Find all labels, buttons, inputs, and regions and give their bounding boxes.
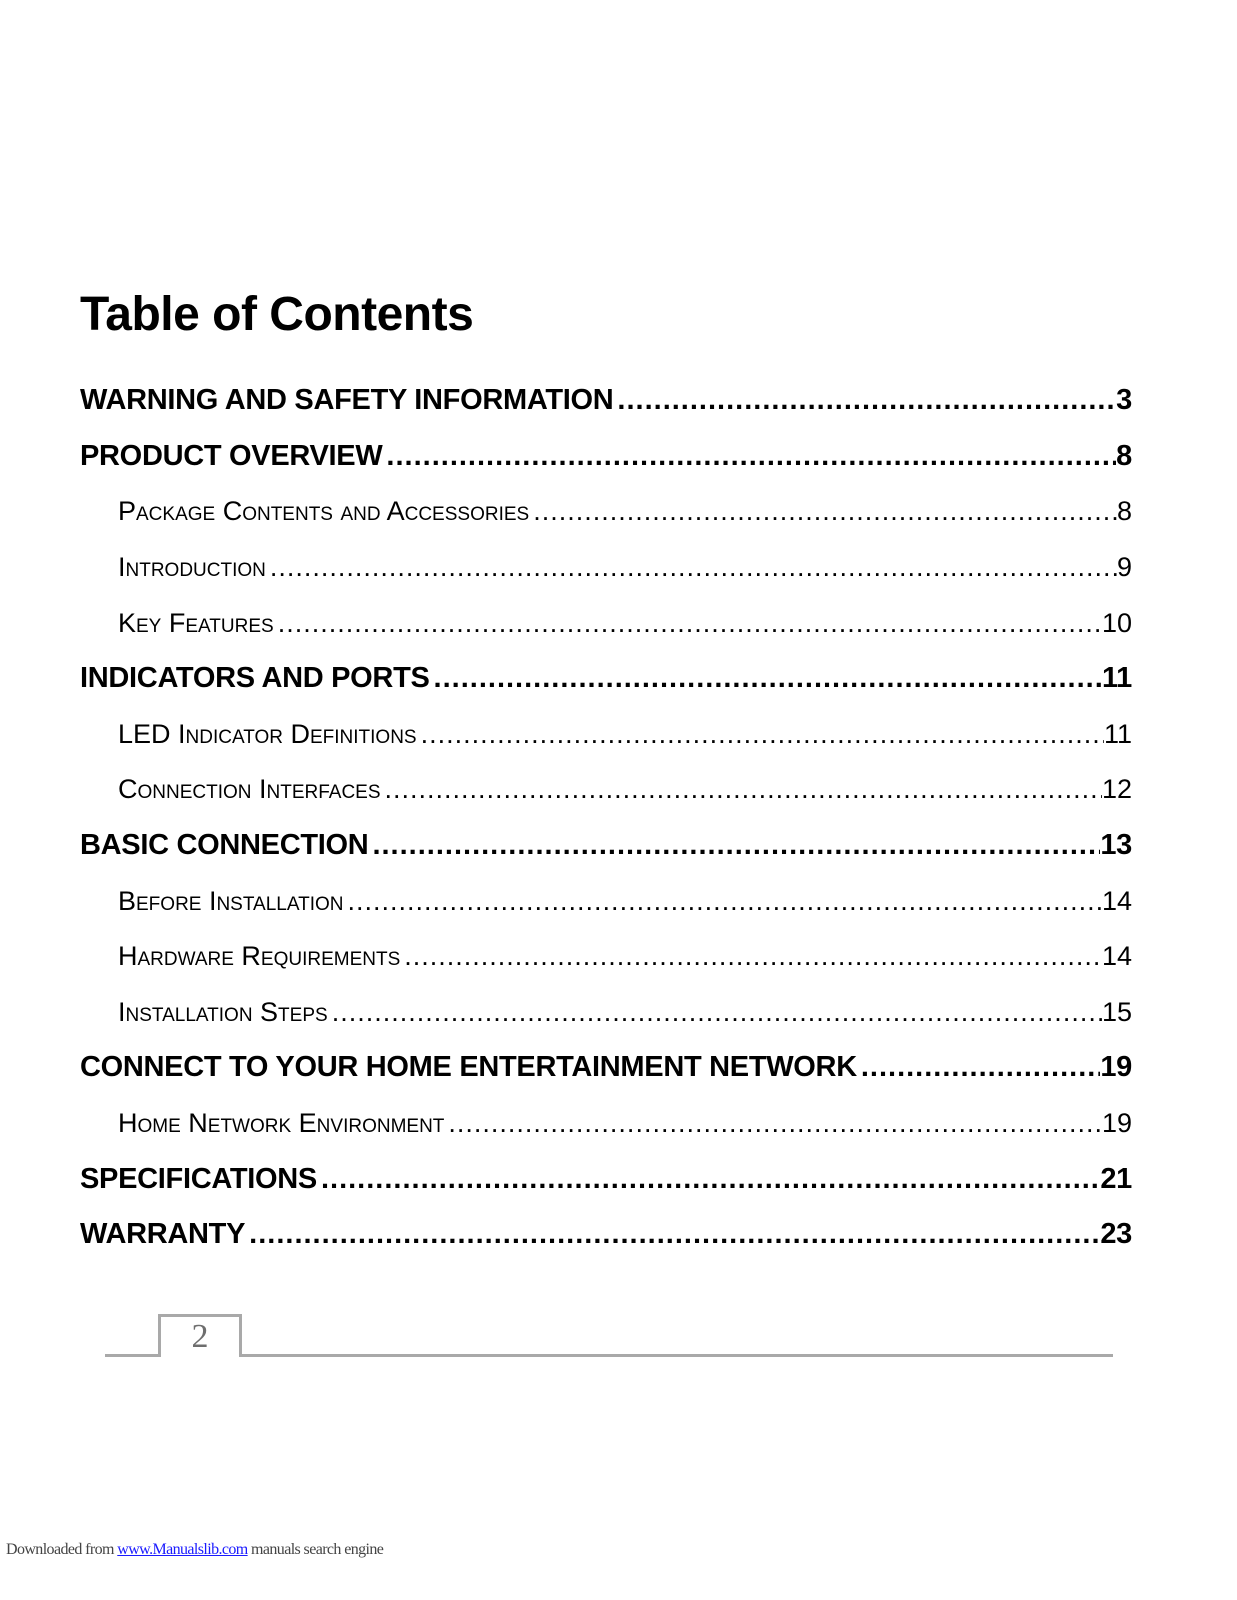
dot-leader	[317, 1163, 1100, 1196]
dot-leader	[400, 941, 1102, 972]
toc-entry-page: 19	[1100, 1051, 1132, 1084]
toc-entry-package-contents[interactable]	[80, 484, 1132, 540]
toc-entry-label: PRODUCT OVERVIEW	[80, 439, 383, 472]
toc-entry-page: 15	[1101, 996, 1132, 1027]
toc-entry-installation-steps[interactable]	[80, 985, 1132, 1041]
toc-entry-page: 13	[1100, 829, 1132, 862]
toc-entry-page: 21	[1100, 1162, 1132, 1195]
table-of-contents	[80, 373, 1132, 1263]
toc-entry-label: Hardware Requirements	[118, 941, 401, 972]
dot-leader	[274, 608, 1102, 639]
toc-entry-label: Installation Steps	[118, 996, 328, 1027]
dot-leader	[344, 886, 1102, 917]
toc-entry-before-installation[interactable]	[80, 873, 1132, 929]
toc-entry-page: 19	[1101, 1108, 1132, 1139]
toc-entry-page: 11	[1101, 662, 1132, 695]
toc-entry-led-indicator-definitions[interactable]	[80, 707, 1132, 763]
toc-entry-label: INDICATORS AND PORTS	[80, 662, 430, 695]
toc-entry-key-features[interactable]	[80, 595, 1132, 651]
manualslib-link[interactable]: www.Manualslib.com	[117, 1541, 248, 1558]
toc-entry-home-entertainment-network[interactable]	[80, 1040, 1132, 1096]
toc-entry-connection-interfaces[interactable]	[80, 762, 1132, 818]
toc-entry-label: LED Indicator Definitions	[118, 718, 417, 749]
toc-entry-product-overview[interactable]	[80, 429, 1132, 485]
toc-entry-label: CONNECT TO YOUR HOME ENTERTAINMENT NETWORK	[80, 1051, 857, 1084]
toc-entry-warranty[interactable]	[80, 1207, 1132, 1263]
dot-leader	[857, 1051, 1100, 1084]
footer-divider	[105, 1354, 1113, 1357]
toc-entry-label: Key Features	[118, 607, 274, 638]
toc-entry-warning-safety[interactable]	[80, 373, 1132, 429]
dot-leader	[613, 384, 1116, 417]
toc-entry-label: WARRANTY	[80, 1218, 246, 1251]
dot-leader	[381, 774, 1102, 805]
download-suffix: manuals search engine	[247, 1541, 384, 1558]
dot-leader	[529, 496, 1117, 527]
page-number: 2	[191, 1318, 209, 1355]
toc-entry-indicators-ports[interactable]	[80, 651, 1132, 707]
dot-leader	[328, 997, 1102, 1028]
toc-entry-label: Connection Interfaces	[118, 774, 381, 805]
dot-leader	[266, 552, 1117, 583]
toc-entry-page: 8	[1116, 496, 1132, 527]
toc-entry-specifications[interactable]	[80, 1151, 1132, 1207]
dot-leader	[444, 1108, 1102, 1139]
toc-entry-home-network-environment[interactable]	[80, 1096, 1132, 1152]
toc-entry-page: 12	[1101, 774, 1132, 805]
toc-entry-label: Before Installation	[118, 885, 344, 916]
toc-entry-page: 23	[1100, 1218, 1132, 1251]
toc-entry-label: Introduction	[118, 552, 266, 583]
download-prefix: Downloaded from	[6, 1541, 118, 1558]
dot-leader	[368, 829, 1100, 862]
toc-entry-basic-connection[interactable]	[80, 818, 1132, 874]
toc-entry-page: 10	[1101, 607, 1132, 638]
download-source-note	[6, 1541, 383, 1559]
toc-entry-page: 3	[1116, 384, 1132, 417]
toc-entry-label: BASIC CONNECTION	[80, 829, 369, 862]
dot-leader	[245, 1218, 1100, 1251]
toc-entry-introduction[interactable]	[80, 540, 1132, 596]
toc-entry-page: 14	[1101, 885, 1132, 916]
toc-entry-page: 11	[1103, 718, 1132, 749]
toc-entry-page: 9	[1116, 552, 1132, 583]
toc-entry-label: Package Contents and Accessories	[118, 496, 530, 527]
toc-entry-label: Home Network Environment	[118, 1108, 445, 1139]
page-number-tab	[158, 1314, 242, 1357]
toc-entry-label: WARNING AND SAFETY INFORMATION	[80, 384, 614, 417]
dot-leader	[430, 662, 1102, 695]
page-title: Table of Contents	[80, 288, 474, 341]
toc-entry-page: 14	[1101, 941, 1132, 972]
dot-leader	[382, 440, 1116, 473]
toc-entry-label: SPECIFICATIONS	[80, 1162, 317, 1195]
toc-entry-hardware-requirements[interactable]	[80, 929, 1132, 985]
toc-entry-page: 8	[1116, 439, 1132, 472]
dot-leader	[417, 719, 1104, 750]
